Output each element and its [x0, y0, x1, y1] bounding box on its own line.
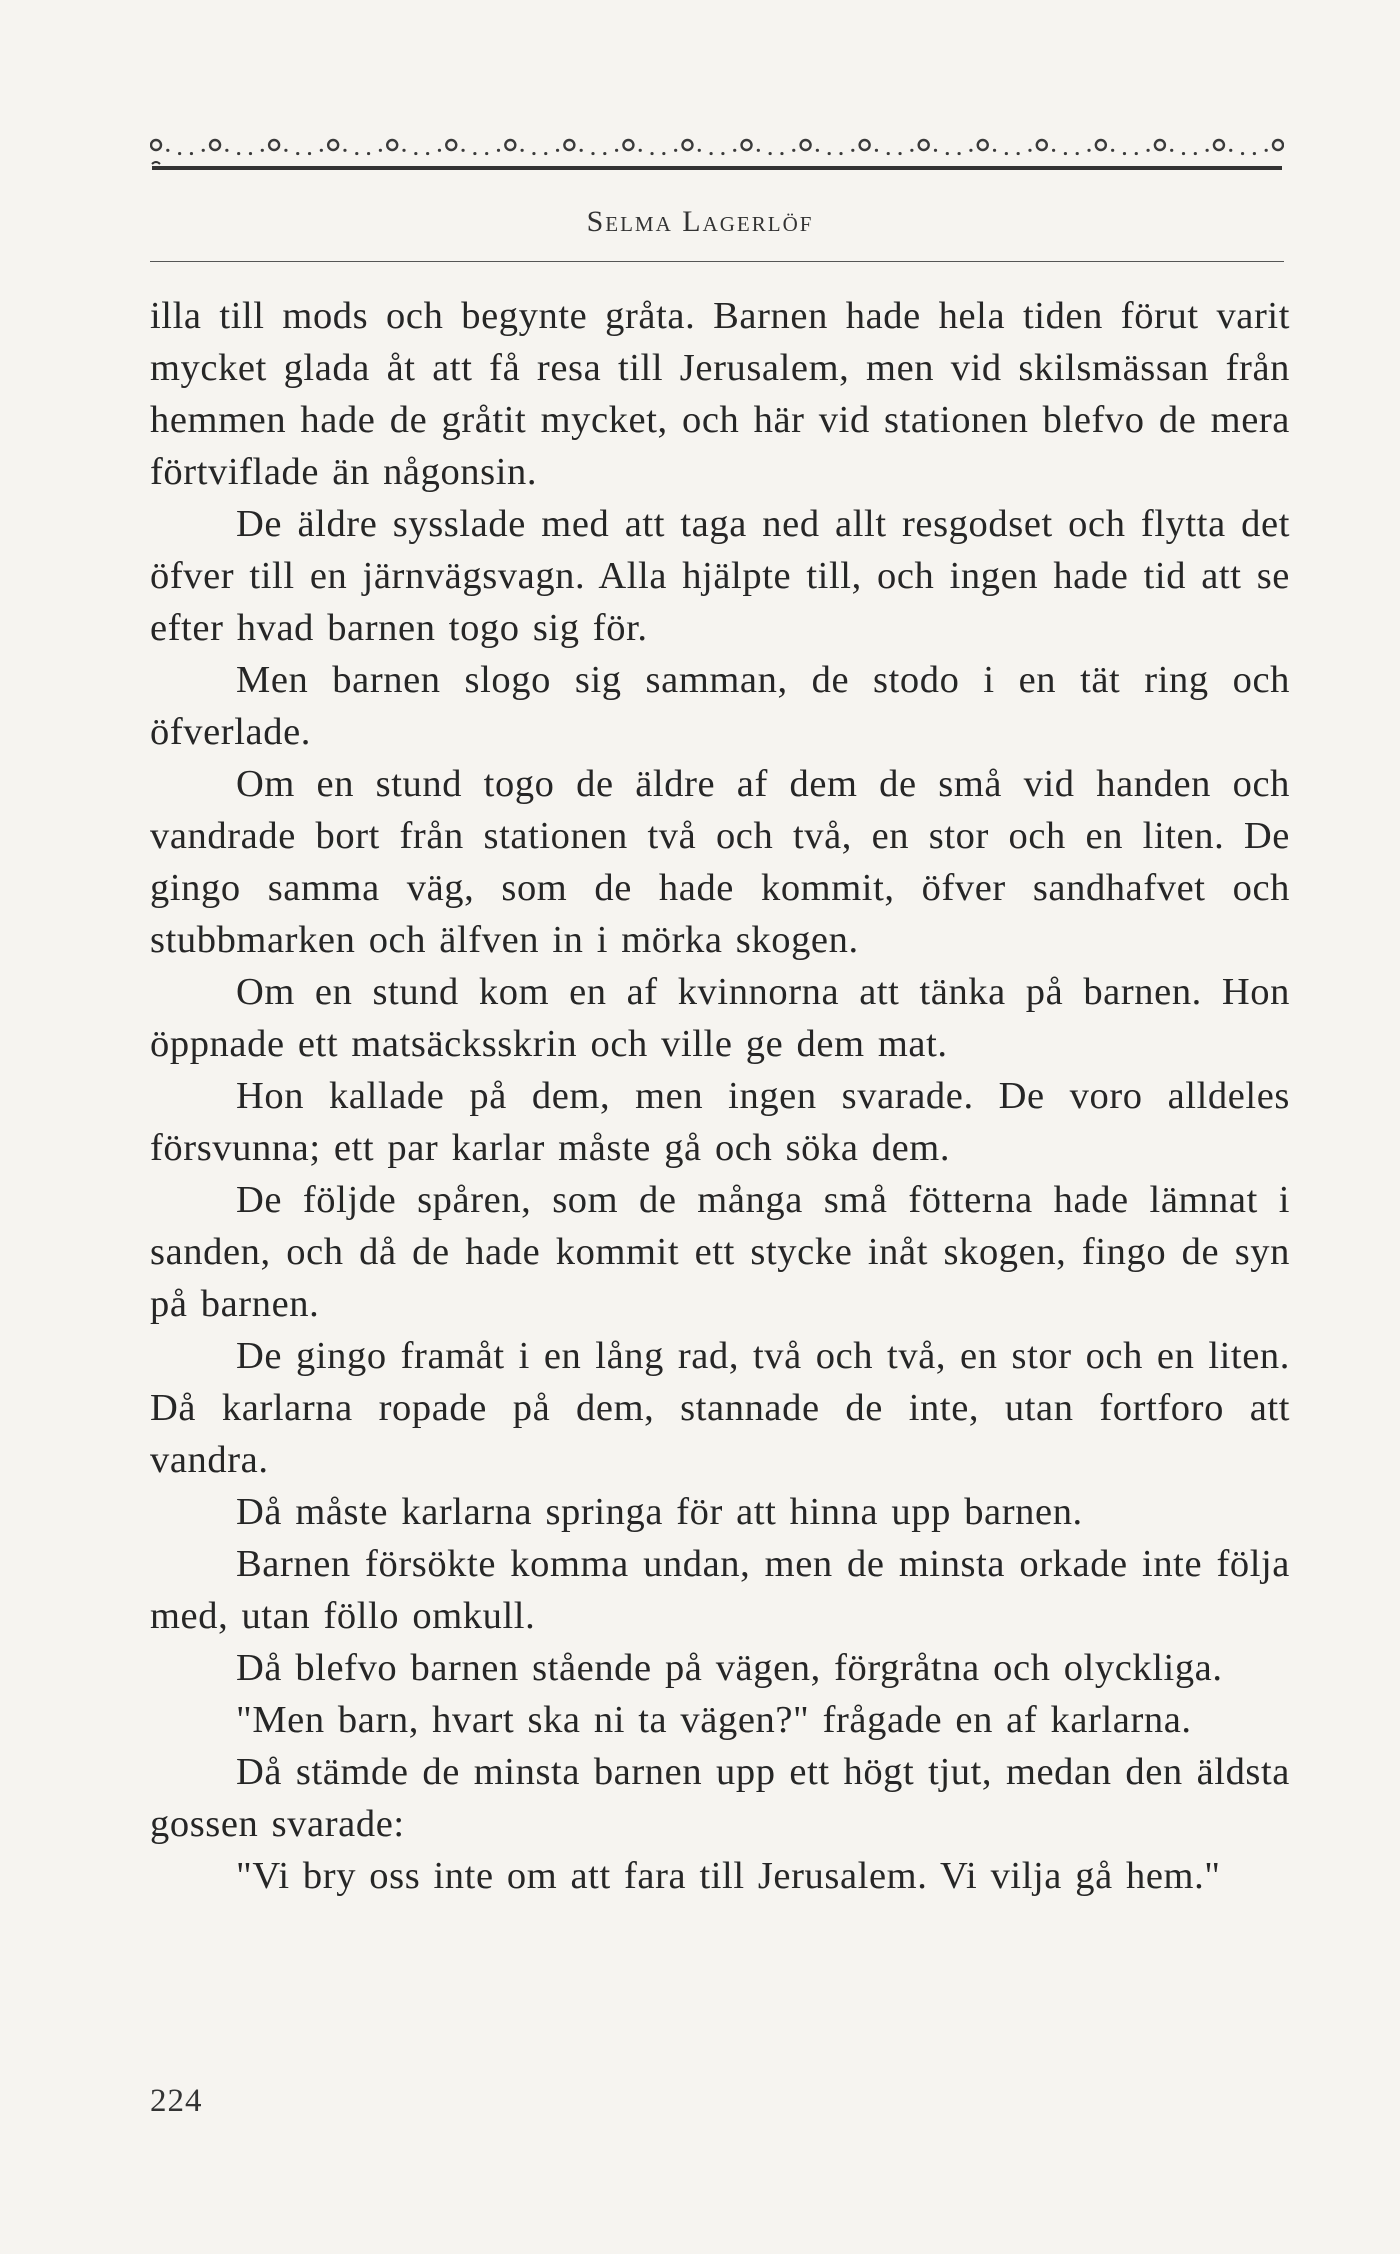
ornament-dot [261, 149, 264, 152]
ornament-dot [497, 149, 500, 152]
ornament-dot [237, 152, 240, 155]
ornament-dot [249, 152, 252, 155]
ornament-ring [801, 140, 811, 150]
ornament-dot [615, 149, 618, 152]
ornament-dot [1241, 152, 1244, 155]
ornament-dot [662, 152, 665, 155]
paragraph: Då blefvo barnen stående på vägen, förgråtna och olyckliga. [236, 1647, 1223, 1689]
body-text [150, 290, 1290, 1902]
ornament-dot [284, 149, 287, 152]
ornament-dot [1123, 152, 1126, 155]
paragraph: De äldre sysslade med att taga ned allt resgodset och flytta det öfver till en järnvägsvagn. Alla hjälpte till, och ingen hade tid att se efter hvad barnen togo sig för. [150, 503, 1290, 649]
ornament-dot [308, 152, 311, 155]
ornament-dot [674, 149, 677, 152]
ornament-dot [296, 152, 299, 155]
ornament-dot [473, 152, 476, 155]
ornament-dot [1146, 149, 1149, 152]
ornament-dot [1087, 149, 1090, 152]
ornament-dot [780, 152, 783, 155]
paragraph: illa till mods och begynte gråta. Barnen hade hela tiden förut varit mycket glada åt att få resa till Jerusalem, men vid skilsmässan från hemmen hade de gråtit mycket, och här vid stationen blefvo de mera förtviflade än någonsin. [150, 295, 1290, 493]
ornament-dot [910, 149, 913, 152]
ornament-dot [1017, 152, 1020, 155]
ornament-dot [355, 152, 358, 155]
ornament-dot [402, 149, 405, 152]
ornament-dot [1076, 152, 1079, 155]
ornament-dot [757, 149, 760, 152]
decorative-border-ornament [150, 128, 1284, 174]
page-number: 224 [150, 2083, 203, 2119]
ornament-dot [343, 149, 346, 152]
paragraph: De gingo framåt i en lång rad, två och två, en stor och en liten. Då karlarna ropade på dem, stannade de inte, utan fortforo att vandra. [150, 1335, 1290, 1481]
ornament-dot [898, 152, 901, 155]
ornament-ring [564, 140, 574, 150]
ornament-ring [1096, 140, 1106, 150]
ornament-dot [166, 149, 169, 152]
ornament-dot [1229, 149, 1232, 152]
ornament-dot [544, 152, 547, 155]
running-head-author: Selma Lagerlöf [586, 205, 814, 238]
paragraph: Om en stund togo de äldre af dem de små vid handen och vandrade bort från stationen två och två, en stor och en liten. De gingo samma väg, som de hade kommit, öfver sandhafvet och stubbmarken och älfven in i mörka skogen. [150, 763, 1290, 961]
ornament-dot [1052, 149, 1055, 152]
ornament-ring [1155, 140, 1165, 150]
ornament-dot [946, 152, 949, 155]
paragraph: "Men barn, hvart ska ni ta vägen?" frågade en af karlarna. [236, 1699, 1192, 1741]
paragraph: "Vi bry oss inte om att fara till Jerusalem. Vi vilja gå hem." [236, 1855, 1221, 1897]
ornament-dot [969, 149, 972, 152]
paragraph: Då måste karlarna springa för att hinna upp barnen. [236, 1491, 1083, 1533]
ornament-dot [698, 149, 701, 152]
ornament-dot [733, 149, 736, 152]
ornament-dot [958, 152, 961, 155]
ornament-dot [1111, 149, 1114, 152]
ornament-dot [721, 152, 724, 155]
ornament-dot [367, 152, 370, 155]
ornament-dot [851, 149, 854, 152]
ornament-ring [860, 140, 870, 150]
paragraph: De följde spåren, som de många små fötterna hade lämnat i sanden, och då de hade kommit ett stycke inåt skogen, fingo de syn på barnen. [150, 1179, 1290, 1325]
ornament-ring [446, 140, 456, 150]
ornament-dot [379, 149, 382, 152]
paragraph: Hon kallade på dem, men ingen svarade. De voro alldeles försvunna; ett par karlar måste gå och söka dem. [150, 1075, 1290, 1169]
ornament-dot [190, 152, 193, 155]
ornament-dot [709, 152, 712, 155]
ornament-dot [426, 152, 429, 155]
ornament-dot [580, 149, 583, 152]
ornament-dot [828, 152, 831, 155]
ornament-dot [993, 149, 996, 152]
ornament-ring [623, 140, 633, 150]
ornament-ring [742, 140, 752, 150]
ornament-dot [556, 149, 559, 152]
header-rule [150, 261, 1284, 262]
ornament-ring [328, 140, 338, 150]
ornament-dot [532, 152, 535, 155]
ornament-dot [1265, 149, 1268, 152]
ornament-ring [151, 140, 161, 150]
ornament-dot [839, 152, 842, 155]
paragraph: Då stämde de minsta barnen upp ett högt tjut, medan den äldsta gossen svarade: [150, 1751, 1290, 1845]
paragraph: Om en stund kom en af kvinnorna att tänka på barnen. Hon öppnade ett matsäcksskrin och ville ge dem mat. [150, 971, 1290, 1065]
ornament-dot [1194, 152, 1197, 155]
ornament-dot [178, 152, 181, 155]
ornament-dot [320, 149, 323, 152]
ornament-dot [1028, 149, 1031, 152]
ornament-dot [650, 152, 653, 155]
ornament-dot [769, 152, 772, 155]
ornament-ring [387, 140, 397, 150]
ornament-dot [1182, 152, 1185, 155]
ornament-ring [1214, 140, 1224, 150]
ornament-ring [682, 140, 692, 150]
ornament-dot [639, 149, 642, 152]
ornament-ring [210, 140, 220, 150]
ornament-dot [934, 149, 937, 152]
paragraph: Barnen försökte komma undan, men de minsta orkade inte följa med, utan föllo omkull. [150, 1543, 1290, 1637]
ornament-dot [792, 149, 795, 152]
ornament-dot [1005, 152, 1008, 155]
ornament-ring [269, 140, 279, 150]
ornament-ring [1037, 140, 1047, 150]
ornament-dot [603, 152, 606, 155]
ornament-ring [505, 140, 515, 150]
ornament-dot [591, 152, 594, 155]
ornament-dot [887, 152, 890, 155]
ornament-dot [461, 149, 464, 152]
ornament-dot [438, 149, 441, 152]
paragraph: Men barnen slogo sig samman, de stodo i en tät ring och öfverlade. [150, 659, 1290, 753]
ornament-dot [202, 149, 205, 152]
ornament-dot [225, 149, 228, 152]
ornament-ring [919, 140, 929, 150]
ornament-dot [1253, 152, 1256, 155]
ornament-dot [1170, 149, 1173, 152]
ornament-dot [414, 152, 417, 155]
ornament-dot [1135, 152, 1138, 155]
ornament-ring [1273, 140, 1283, 150]
ornament-ring [978, 140, 988, 150]
ornament-dot [485, 152, 488, 155]
ornament-dot [816, 149, 819, 152]
ornament-dot [875, 149, 878, 152]
ornament-dot [1206, 149, 1209, 152]
ornament-dot [521, 149, 524, 152]
ornament-dot [1064, 152, 1067, 155]
